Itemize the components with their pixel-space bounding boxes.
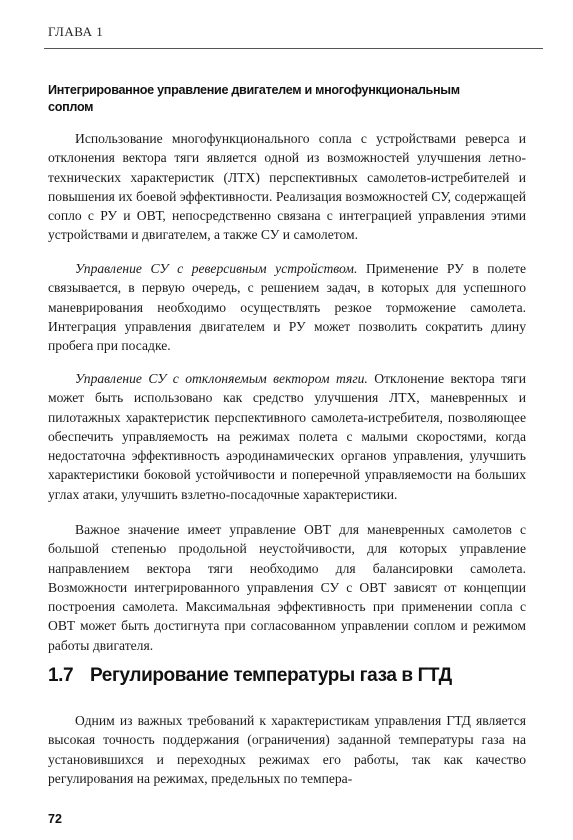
paragraph-text (48, 711, 526, 788)
paragraph-nozzle-integration (48, 129, 526, 245)
section-heading (48, 665, 452, 687)
paragraph-body: Важное значение имеет управление ОВТ для маневренных самолетов с большой степенью продольной неустойчивости, для которых управление направлением вектора тяги необходимо для балансировки самолета. Возможности интегрированного управления СУ с ОВТ зависят от концепции построения самолета. Максимальная эффективность при применении сопла с ОВТ может быть достигнута при согласованном управлении соплом и режимом работы двигателя. (48, 522, 526, 653)
paragraph-body: Использование многофункционального сопла с устройствами реверса и отклонения вектора тяги является одной из возможностей улучшения летно-технических характеристик (ЛТХ) перспективных самолетов-истребителей и повышения их боевой эффективности. Реализация возможностей СУ, содержащей сопло с РУ и ОВТ, непосредственно связана с интеграцией управления этими устройствами и двигателем, а также СУ и самолетом. (48, 131, 526, 243)
page-number: 72 (48, 812, 62, 826)
paragraph-body: Одним из важных требований к характеристикам управления ГТД является высокая точность поддержания (ограничения) заданной температуры газа на установившихся и переходных режимах его работы, так как качество регулирования на режимах, предельных по темпера- (48, 713, 526, 786)
paragraph-text (48, 520, 526, 655)
section-title: Регулирование температуры газа в ГТД (90, 665, 452, 686)
paragraph-reverse-device (48, 259, 526, 355)
paragraph-text (48, 129, 526, 245)
paragraph-text (48, 369, 526, 504)
section-number: 1.7 (48, 665, 74, 686)
paragraph-text (48, 259, 526, 355)
paragraph-lead: Управление СУ с отклоняемым вектором тяги. (75, 371, 368, 386)
running-head: ГЛАВА 1 (48, 24, 104, 39)
header-rule (44, 48, 543, 49)
paragraph-body: Отклонение вектора тяги может быть использовано как средство улучшения ЛТХ, маневренных и пилотажных характеристик перспективного самолета-истребителя, позволяющее обеспечить управляемость на режимах полета с малыми скоростями, когда недостаточна эффективность аэродинамических органов управления, улучшить характеристики боковой устойчивости и поперечной управляемости на больших углах атаки, улучшить взлетно-посадочные характеристики. (48, 371, 526, 502)
paragraph-gas-temperature (48, 711, 526, 788)
subsection-heading: Интегрированное управление двигателем и многофункциональным соплом (48, 83, 460, 114)
paragraph-lead: Управление СУ с реверсивным устройством. (75, 261, 358, 276)
paragraph-vectoring-importance (48, 520, 526, 655)
paragraph-body: Применение РУ в полете связывается, в первую очередь, с решением задач, в которых для успешного маневрирования необходимо осуществлять резкое торможение самолета. Интеграция управления двигателем и РУ может позволить сократить длину пробега при посадке. (48, 261, 526, 354)
paragraph-thrust-vectoring (48, 369, 526, 504)
